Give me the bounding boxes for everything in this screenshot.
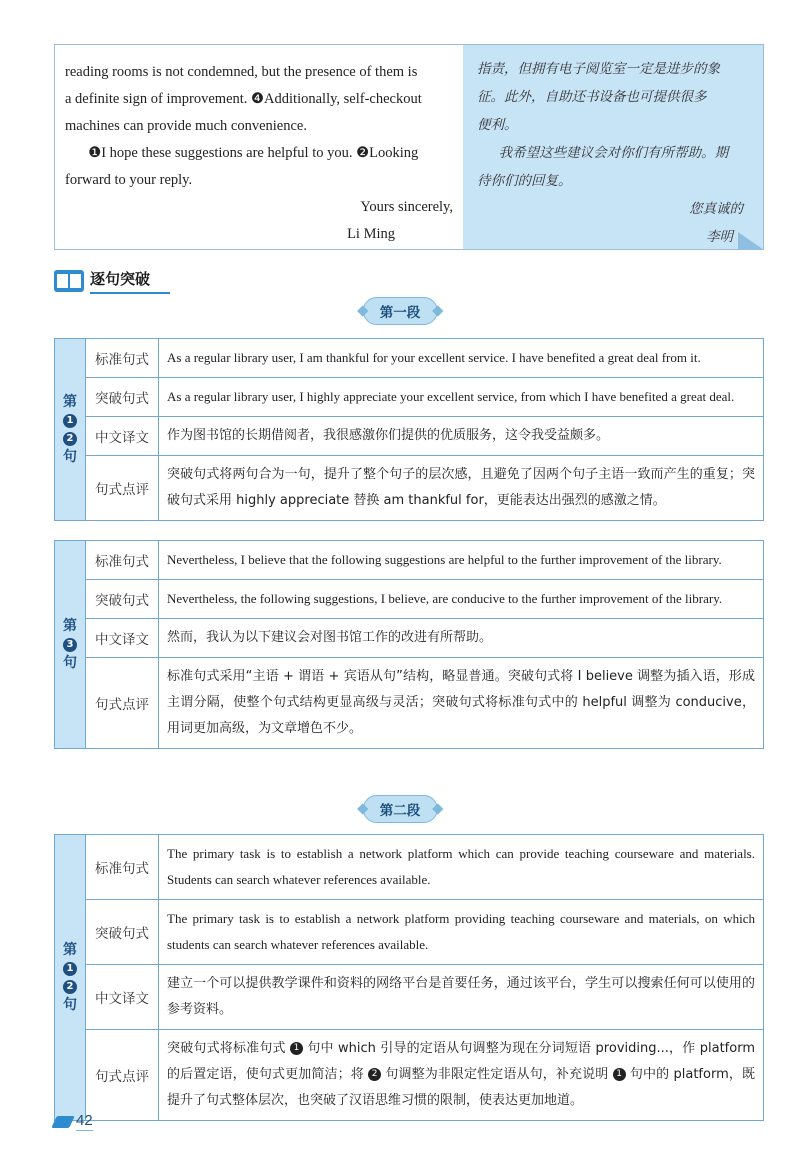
sentence-table-2 xyxy=(54,540,764,749)
row-label: 中文译文 xyxy=(86,417,159,455)
letter-cn-signature: 李明 xyxy=(706,229,733,245)
page-number xyxy=(54,1112,93,1131)
book-icon xyxy=(54,270,84,292)
row-label: 中文译文 xyxy=(86,619,159,657)
letter-english xyxy=(55,45,463,249)
letter-cn-line: 待你们的回复。 xyxy=(477,173,572,189)
sentence-comment: 标准句式采用“主语 + 谓语 + 宾语从句”结构，略显普通。突破句式将 I believe 调整为插入语，形成主谓分隔，使整个句式结构更显高级与灵活；突破句式将标准句式中的 helpful 调整为 conducive，用词更加高级，为文章增色不少。 xyxy=(167,669,755,736)
row-label: 句式点评 xyxy=(86,658,159,748)
table-row xyxy=(86,456,763,520)
standard-sentence: Nevertheless, I believe that the following suggestions are helpful to the further improvement of the library. xyxy=(167,552,722,567)
letter-en-line: ❶I hope these suggestions are helpful to you. ❷Looking xyxy=(88,145,419,161)
letter-chinese xyxy=(463,45,763,249)
circle-number-2: 2 xyxy=(63,980,77,994)
circle-number-1: 1 xyxy=(290,1042,303,1055)
letter-cn-line: 我希望这些建议会对你们有所帮助。期 xyxy=(498,145,729,161)
chinese-translation: 作为图书馆的长期借阅者，我很感激你们提供的优质服务，这令我受益颇多。 xyxy=(167,428,610,443)
letter-closing: Yours sincerely, xyxy=(360,199,453,215)
table-row xyxy=(86,339,763,378)
standard-sentence: The primary task is to establish a network platform which can provide teaching courseware and materials. Students can search whatever references available. xyxy=(167,846,755,887)
sentence-comment: 突破句式将两句合为一句，提升了整个句子的层次感，且避免了因两个句子主语一致而产生的重复；突破句式采用 highly appreciate 替换 am thankful for，更能表达出强烈的感激之情。 xyxy=(167,467,755,508)
row-label: 标准句式 xyxy=(86,541,159,579)
sentence-table-1 xyxy=(54,338,764,521)
letter-cn-line: 征。此外，自助还书设备也可提供很多 xyxy=(477,89,707,105)
standard-sentence: As a regular library user, I am thankful for your excellent service. I have benefited a great deal from it. xyxy=(167,350,701,365)
page-marker-icon xyxy=(51,1116,75,1128)
circle-number-2: ❷ xyxy=(356,145,370,161)
sentence-table-3 xyxy=(54,834,764,1121)
paragraph-label-1: 第一段 xyxy=(363,297,438,325)
section-heading xyxy=(54,268,170,294)
letter-en-line: reading rooms is not condemned, but the presence of them is xyxy=(65,64,418,80)
page-number-text: 42 xyxy=(76,1112,93,1129)
table-row xyxy=(86,900,763,965)
table-row xyxy=(86,1030,763,1120)
chinese-translation: 然而，我认为以下建议会对图书馆工作的改进有所帮助。 xyxy=(167,630,493,645)
row-label: 突破句式 xyxy=(86,900,159,964)
letter-cn-line: 便利。 xyxy=(477,117,518,133)
row-label: 标准句式 xyxy=(86,339,159,377)
table-row xyxy=(86,541,763,580)
letter-en-line: forward to your reply. xyxy=(65,172,193,188)
breakthrough-sentence: The primary task is to establish a network platform providing teaching courseware and materials, on which students can search whatever references available. xyxy=(167,911,755,952)
circle-number-1: 1 xyxy=(63,414,77,428)
circle-number-4: ❹ xyxy=(251,91,265,107)
chinese-translation: 建立一个可以提供教学课件和资料的网络平台是首要任务，通过该平台，学生可以搜索任何可以使用的参考资料。 xyxy=(167,976,755,1017)
sentence-number-label: 第 3 句 xyxy=(55,541,86,748)
table-row xyxy=(86,965,763,1030)
letter-signature: Li Ming xyxy=(347,226,395,242)
row-label: 突破句式 xyxy=(86,378,159,416)
sentence-number-label: 第 1 2 句 xyxy=(55,339,86,520)
letter-box xyxy=(54,44,764,250)
circle-number-3: 3 xyxy=(63,638,77,652)
breakthrough-sentence: Nevertheless, the following suggestions, I believe, are conducive to the further improvement of the library. xyxy=(167,591,723,606)
paragraph-label-2: 第二段 xyxy=(363,795,438,823)
table-row xyxy=(86,580,763,619)
table-row xyxy=(86,835,763,900)
sentence-number-label: 第 1 2 句 xyxy=(55,835,86,1120)
sentence-comment: 突破句式将标准句式 1 句中 which 引导的定语从句调整为现在分词短语 providing...，作 platform 的后置定语，使句式更加简洁；将 2 句调整为非限定性定语从句，补充说明 1 句中的 platform，既提升了句式整体层次，也突破了汉语思维习惯的限制，使表达更加地道。 xyxy=(167,1041,755,1108)
circle-number-1: ❶ xyxy=(88,145,102,161)
circle-number-2: 2 xyxy=(368,1068,381,1081)
letter-en-line: a definite sign of improvement. ❹Additionally, self-checkout xyxy=(65,91,422,107)
row-label: 句式点评 xyxy=(86,1030,159,1120)
row-label: 突破句式 xyxy=(86,580,159,618)
letter-en-line: machines can provide much convenience. xyxy=(65,118,307,134)
circle-number-1: 1 xyxy=(613,1068,626,1081)
table-row xyxy=(86,619,763,658)
circle-number-2: 2 xyxy=(63,432,77,446)
letter-cn-line: 指责，但拥有电子阅览室一定是进步的象 xyxy=(477,61,720,77)
section-title: 逐句突破 xyxy=(90,268,170,294)
row-label: 标准句式 xyxy=(86,835,159,899)
row-label: 句式点评 xyxy=(86,456,159,520)
circle-number-1: 1 xyxy=(63,962,77,976)
row-label: 中文译文 xyxy=(86,965,159,1029)
breakthrough-sentence: As a regular library user, I highly appreciate your excellent service, from which I have benefited a great deal. xyxy=(167,389,735,404)
table-row xyxy=(86,417,763,456)
page-fold-corner xyxy=(738,232,764,250)
table-row xyxy=(86,658,763,748)
table-row xyxy=(86,378,763,417)
letter-cn-closing: 您真诚的 xyxy=(689,201,743,217)
